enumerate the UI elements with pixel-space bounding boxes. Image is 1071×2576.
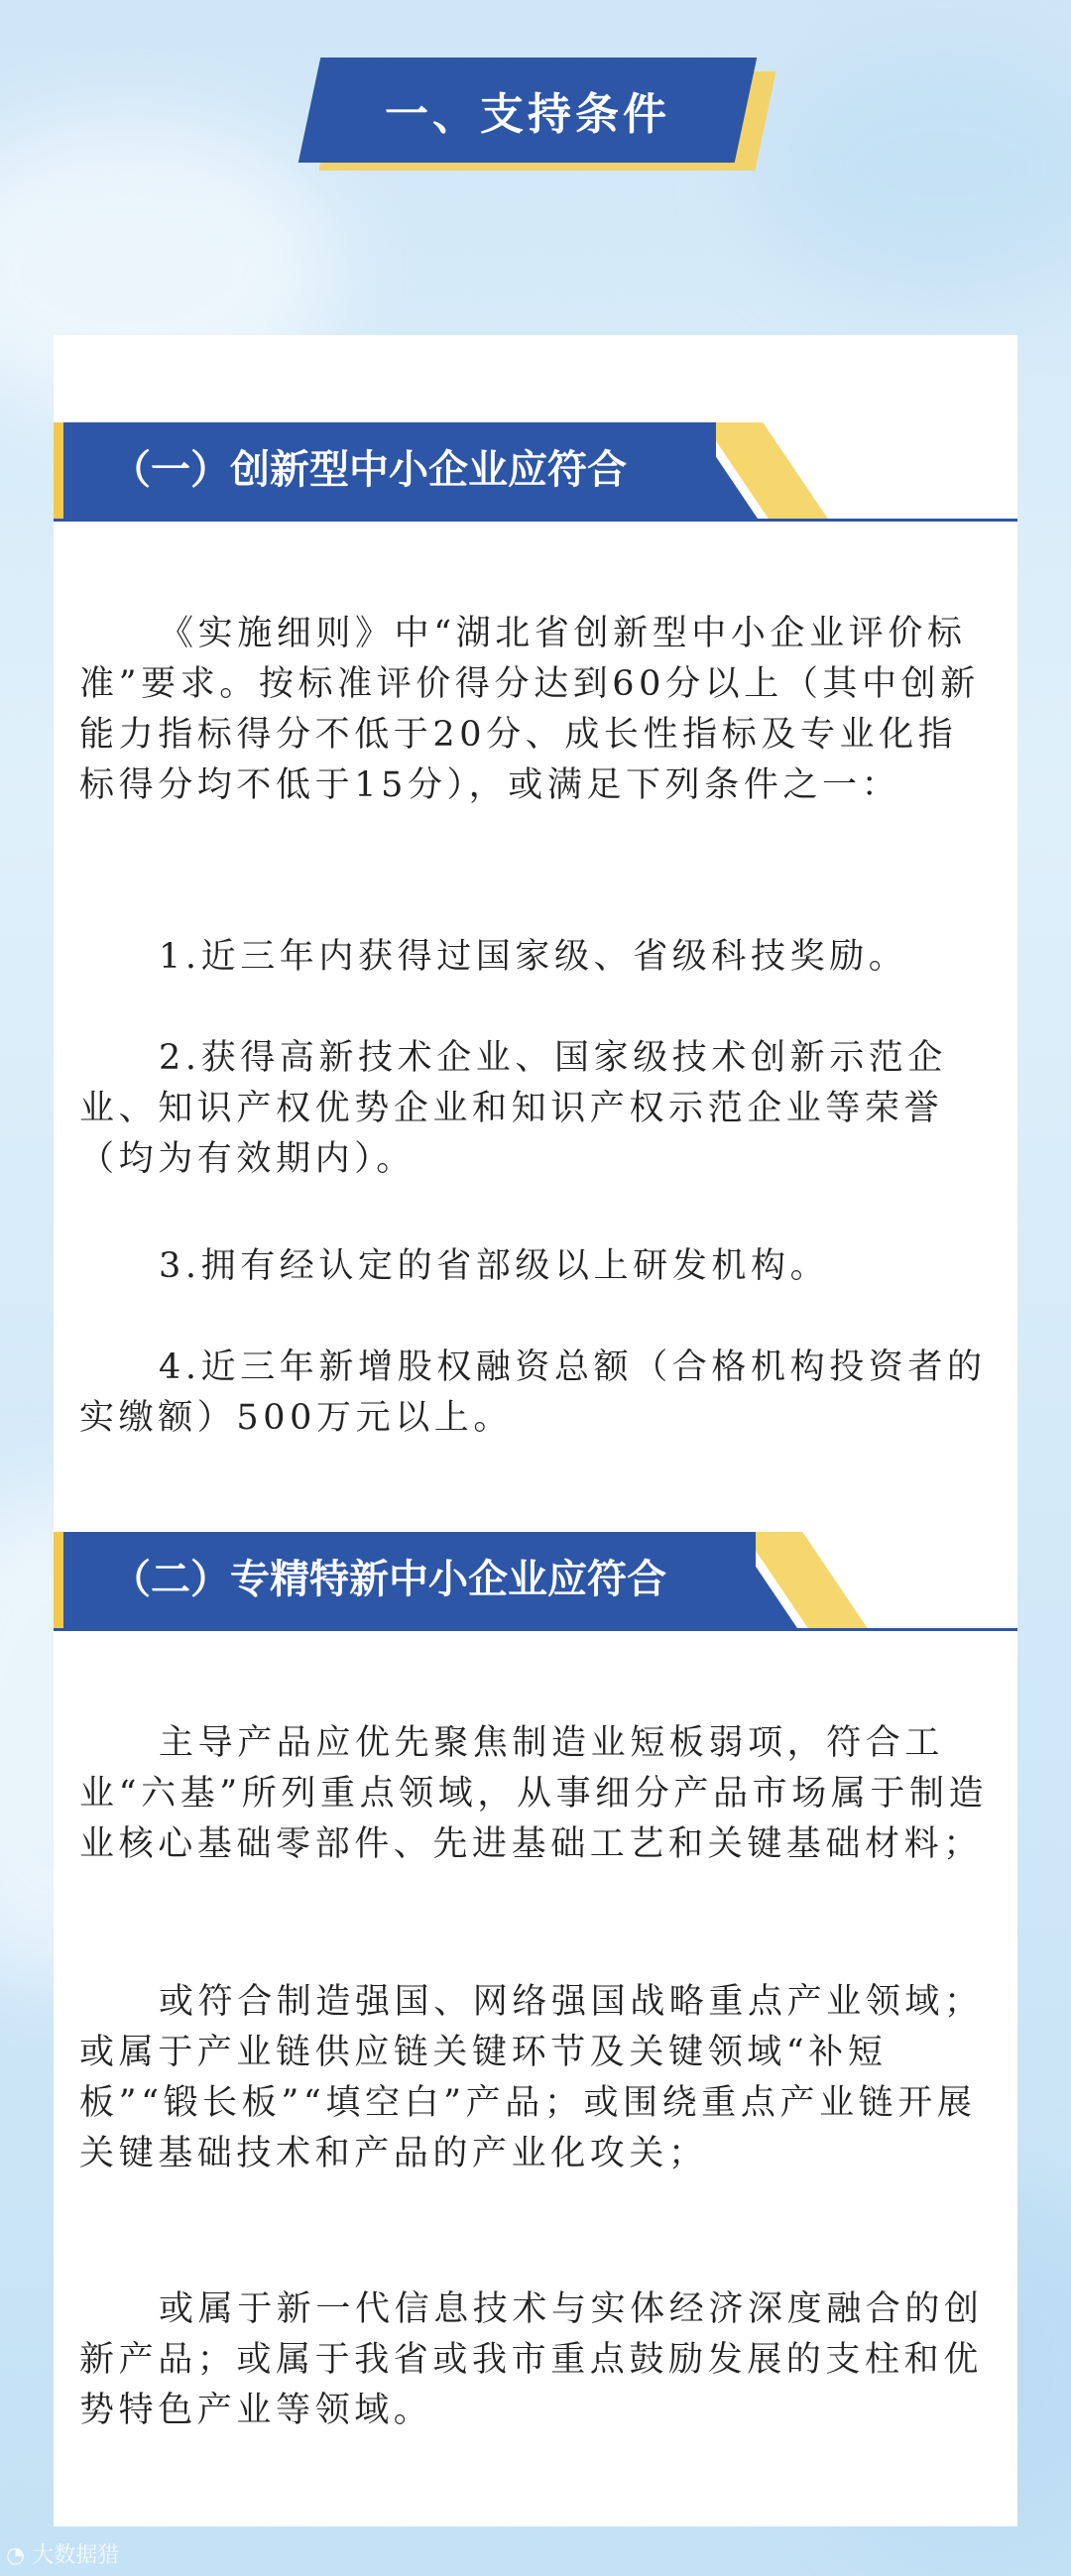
- watermark-icon: ◔: [6, 2543, 33, 2568]
- section-1-item: 3.拥有经认定的省部级以上研发机构。: [159, 1246, 830, 1286]
- section-2-paragraph: 主导产品应优先聚焦制造业短板弱项，符合工业“六基”所列重点领域，从事细分产品市场属于制造业核心基础零部件、先进基础工艺和关键基础材料；: [79, 1723, 989, 1864]
- background-glow: [754, 40, 1071, 297]
- header-left-accent: [54, 422, 63, 519]
- watermark-logo: [6, 2538, 119, 2569]
- section-header-2: [54, 1532, 1017, 1631]
- section-1-title: （一）创新型中小企业应符合: [111, 447, 627, 493]
- section-1-intro: 《实施细则》中“湖北省创新型中小企业评价标准”要求。按标准评价得分达到60分以上（其中创新能力指标得分不低于20分、成长性指标及专业化指标得分均不低于15分），或满足下列条件之一：: [79, 614, 980, 805]
- section-2-title: （二）专精特新中小企业应符合: [111, 1557, 666, 1602]
- section-1-item: 1.近三年内获得过国家级、省级科技奖励。: [159, 937, 908, 977]
- header-rule: [54, 1628, 1017, 1631]
- section-2-paragraph: 或符合制造强国、网络强国战略重点产业领域；或属于产业链供应链关键环节及关键领域“补短板”“锻长板”“填空白”产品；或围绕重点产业链开展关键基础技术和产品的产业化攻关；: [79, 1982, 984, 2173]
- section-1-item: 2.获得高新技术企业、国家级技术创新示范企业、知识产权优势企业和知识产权示范企业等荣誉（均为有效期内）。: [79, 1038, 947, 1179]
- header-left-accent: [54, 1532, 63, 1628]
- main-title-banner: [309, 58, 758, 169]
- watermark-text: 大数据猎: [32, 2543, 120, 2568]
- section-2-paragraph: 或属于新一代信息技术与实体经济深度融合的创新产品；或属于我省或我市重点鼓励发展的支柱和优势特色产业等领域。: [79, 2289, 984, 2430]
- main-title: 一、支持条件: [385, 89, 670, 140]
- header-rule: [54, 519, 1017, 522]
- section-header-1: [54, 422, 1017, 522]
- section-1-item: 4.近三年新增股权融资总额（合格机构投资者的实缴额）500万元以上。: [79, 1347, 987, 1438]
